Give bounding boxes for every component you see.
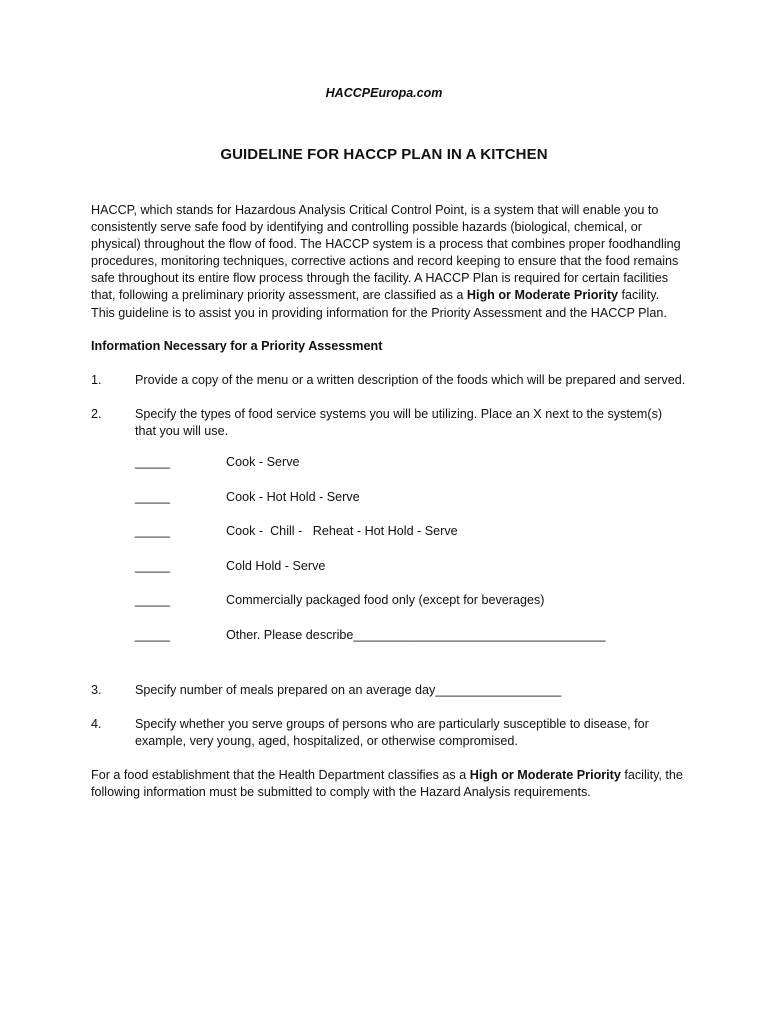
closing-priority-bold: High or Moderate Priority xyxy=(469,768,621,783)
list-item xyxy=(91,372,686,389)
option-row xyxy=(91,592,686,609)
intro-priority-bold: High or Moderate Priority xyxy=(466,288,619,303)
item-number: 4. xyxy=(91,717,102,732)
option-label: Cook - Hot Hold - Serve xyxy=(226,489,360,504)
intro-paragraph xyxy=(91,202,686,322)
option-blank[interactable]: _____ xyxy=(135,558,171,573)
intro-text-1: HACCP, which stands for Hazardous Analysis Critical Control Point, is a system that will enable you to consistently serve safe food by identifying and controlling possible hazards (biological, chemical, or physical) throughout the flow of food. The HACCP system is a process that combines proper foodhandling procedures, monitoring techniques, corrective actions and record keeping to ensure that the food remains safe throughout its entire flow process through the facility. A HACCP Plan is required for certain facilities that, following a preliminary priority assessment, are classified as a xyxy=(91,203,681,303)
item-number: 3. xyxy=(91,683,102,697)
option-label: Commercially packaged food only (except for beverages) xyxy=(226,593,545,608)
option-label: Other. Please describe____________________________________ xyxy=(226,628,606,642)
item-number: 1. xyxy=(91,372,102,387)
option-label: Cook - Serve xyxy=(226,455,300,470)
item-text: Provide a copy of the menu or a written description of the foods which will be prepared and served. xyxy=(135,372,686,387)
closing-text-1: For a food establishment that the Health Department classifies as a xyxy=(91,768,470,783)
option-label: Cold Hold - Serve xyxy=(226,558,326,573)
spacer xyxy=(91,663,686,682)
section-heading: Information Necessary for a Priority Assessment xyxy=(91,338,383,353)
option-blank[interactable]: _____ xyxy=(135,593,171,608)
site-header: HACCPEuropa.com xyxy=(325,86,443,100)
closing-text-2: facility, the following information must be submitted to comply with the Hazard Analysis requirements. xyxy=(91,768,683,800)
document-body xyxy=(91,202,686,801)
closing-paragraph xyxy=(91,767,686,801)
item-text: Specify whether you serve groups of persons who are particularly susceptible to disease, for example, very young, aged, hospitalized, or otherwise compromised. xyxy=(135,717,649,749)
option-row xyxy=(91,523,686,540)
item-text: Specify number of meals prepared on an average day__________________ xyxy=(135,683,562,697)
list-item xyxy=(91,716,686,750)
food-service-options xyxy=(91,454,686,644)
intro-text-2: facility. This guideline is to assist you in providing information for the Priority Assessment and the HACCP Plan. xyxy=(91,288,667,320)
option-blank[interactable]: _____ xyxy=(135,489,171,504)
option-blank[interactable]: _____ xyxy=(135,524,171,539)
option-row xyxy=(91,489,686,506)
option-label: Cook - Chill - Reheat - Hot Hold - Serve xyxy=(226,524,458,539)
option-row xyxy=(91,454,686,471)
list-item xyxy=(91,406,686,440)
option-row xyxy=(91,558,686,575)
option-row xyxy=(91,627,686,644)
option-blank[interactable]: _____ xyxy=(135,455,171,470)
item-number: 2. xyxy=(91,406,102,421)
list-item xyxy=(91,682,686,699)
document-title: GUIDELINE FOR HACCP PLAN IN A KITCHEN xyxy=(220,146,548,163)
item-text: Specify the types of food service systems you will be utilizing. Place an X next to the system(s) that you will use. xyxy=(135,406,663,438)
option-blank[interactable]: _____ xyxy=(135,628,171,642)
